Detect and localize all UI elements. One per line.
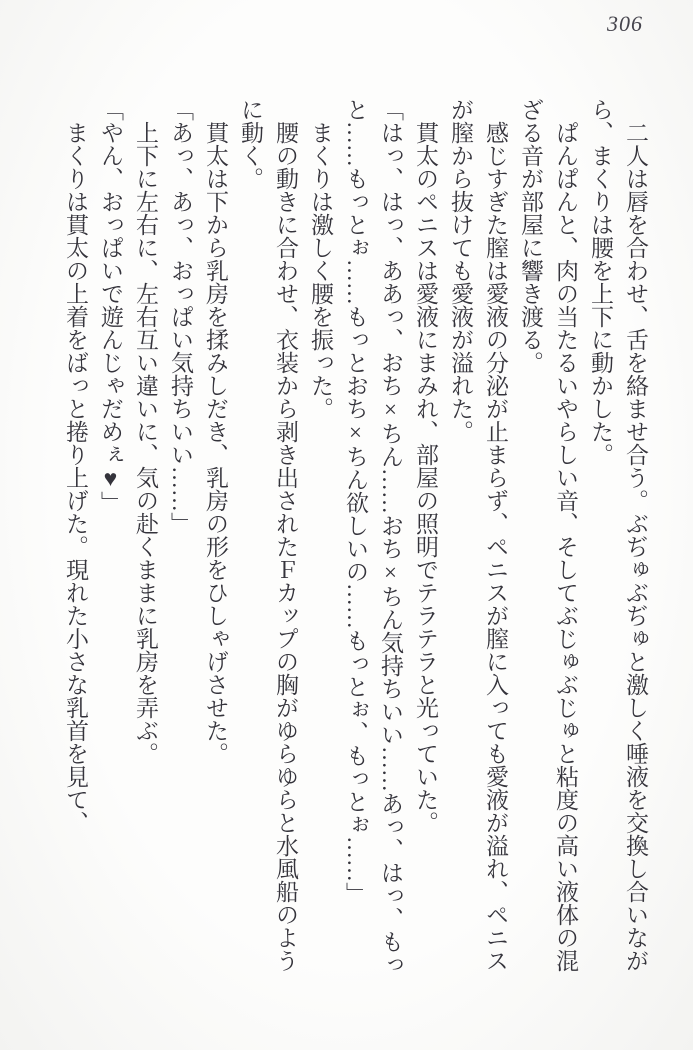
text-line-12: に動く。 bbox=[238, 98, 263, 190]
text-line-16: 「やん、おっぱいで遊んじゃだめぇ♥」 bbox=[98, 98, 123, 514]
text-line-7: 貫太のペニスは愛液にまみれ、部屋の照明でテラテラと光っていた。 bbox=[413, 98, 438, 834]
text-line-15: 上下に左右に、左右互い違いに、気の赴くままに乳房を弄ぶ。 bbox=[133, 98, 158, 765]
text-line-3: ぱんぱんと、肉の当たるいやらしい音、そしてぶじゅぶじゅと粘度の高い液体の混 bbox=[553, 98, 578, 972]
text-line-6: が膣から抜けても愛液が溢れた。 bbox=[448, 98, 473, 443]
text-line-17: まくりは貫太の上着をばっと捲り上げた。現れた小さな乳首を見て、 bbox=[63, 98, 88, 834]
page-number: 306 bbox=[607, 11, 643, 36]
text-line-13: 貫太は下から乳房を揉みしだき、乳房の形をひしゃげさせた。 bbox=[203, 98, 228, 765]
text-line-5: 感じすぎた膣は愛液の分泌が止まらず、ペニスが膣に入っても愛液が溢れ、ペニス bbox=[483, 98, 508, 972]
text-line-1: 二人は唇を合わせ、舌を絡ませ合う。ぶぢゅぶぢゅと激しく唾液を交換し合いなが bbox=[623, 98, 648, 972]
text-line-8: 「はっ、はっ、ああっ、おち×ちん……おち×ちん気持ちいい……あっ、はっ、もっ bbox=[378, 98, 403, 976]
text-line-10: まくりは激しく腰を振った。 bbox=[308, 98, 333, 420]
text-line-14: 「あっ、あっ、おっぱい気持ちいい……」 bbox=[168, 98, 193, 535]
text-line-11: 腰の動きに合わせ、衣装から剥き出されたＦカップの胸がゆらゆらと水風船のよう bbox=[273, 98, 298, 972]
text-line-2: ら、まくりは腰を上下に動かした。 bbox=[588, 98, 613, 466]
text-line-4: ざる音が部屋に響き渡る。 bbox=[518, 98, 543, 374]
text-line-9: と……もっとぉ……もっとおち×ちん欲しいの……もっとぉ、もっとぉ……」 bbox=[343, 98, 368, 905]
page-text-block bbox=[58, 98, 653, 994]
